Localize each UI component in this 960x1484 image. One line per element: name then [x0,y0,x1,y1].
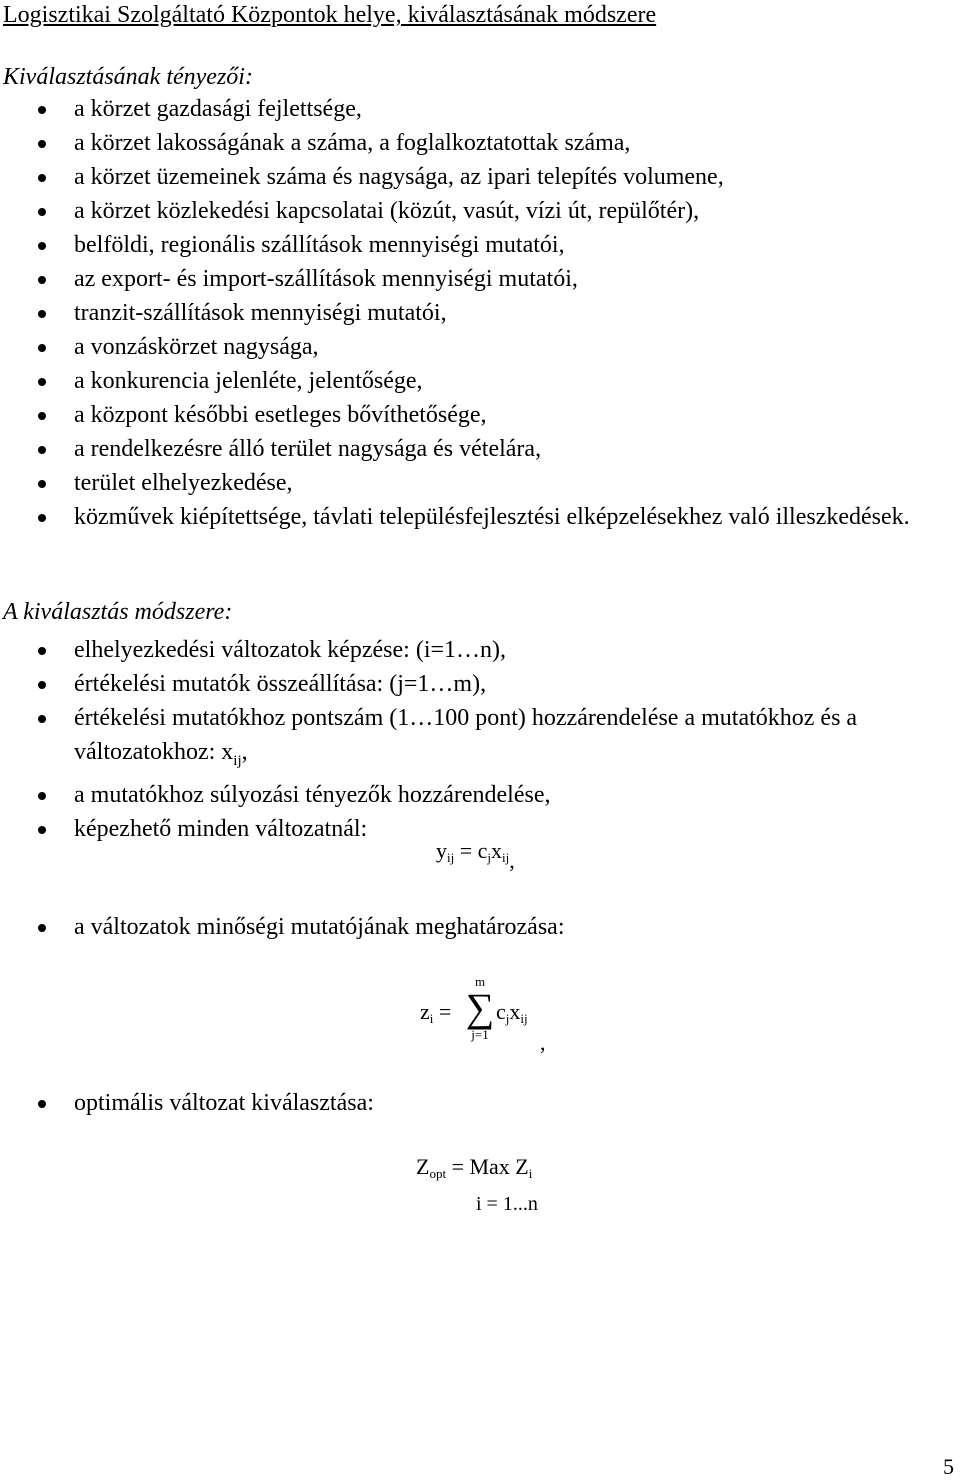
bullet-icon [38,412,46,420]
bullet-icon [38,378,46,386]
bullet-icon [38,208,46,216]
list-item: a körzet üzemeinek száma és nagysága, az ipari telepítés volumene, [0,160,960,194]
list-item: a körzet gazdasági fejlettsége, [0,92,960,126]
list-item: a rendelkezésre álló terület nagysága és vételára, [0,432,960,466]
list-item: terület elhelyezkedése, [0,466,960,500]
factors-list [0,92,960,534]
bullet-icon [38,106,46,114]
method-list-3 [0,1086,960,1120]
list-item: a körzet közlekedési kapcsolatai (közút, vasút, vízi út, repülőtér), [0,194,960,228]
formula-yij: $y_{ij} = c_jx_{ij}$, [436,838,515,873]
list-item: közművek kiépítettsége, távlati településfejlesztési elképzelésekhez való illeszkedések. [0,500,944,534]
list-item: a változatok minőségi mutatójának meghatározása: [0,910,960,944]
factors-heading: Kiválasztásának tényezői: [3,64,253,90]
bullet-icon [38,174,46,182]
method-list-2 [0,910,960,944]
list-item: a körzet lakosságának a száma, a foglalkoztatottak száma, [0,126,960,160]
list-item: értékelési mutatókhoz pontszám (1…100 pont) hozzárendelése a mutatókhoz és a változatokhoz: $x_{ij}$, [0,701,944,778]
bullet-icon [38,446,46,454]
list-item: elhelyezkedési változatok képzése: (i=1…n), [0,633,960,667]
list-item: belföldi, regionális szállítások mennyiségi mutatói, [0,228,960,262]
bullet-icon [38,344,46,352]
document-title: Logisztikai Szolgáltató Központok helye, kiválasztásának módszere [3,2,657,28]
bullet-icon [38,826,46,834]
bullet-icon [38,1100,46,1108]
bullet-icon [38,514,46,522]
list-item: értékelési mutatók összeállítása: (j=1…m), [0,667,960,701]
list-item: a vonzáskörzet nagysága, [0,330,960,364]
sigma-symbol: ∑ [465,985,495,1030]
list-item: a mutatókhoz súlyozási tényezők hozzárendelése, [0,778,960,812]
bullet-icon [38,715,46,723]
page-number: 5 [943,1454,954,1479]
list-item: optimális változat kiválasztása: [0,1086,960,1120]
document-page: Logisztikai Szolgáltató Központok helye, kiválasztásának módszere Kiválasztásának tényezői: a körzet gazdasági fejlettsége, a körzet lakosságának a száma, a foglalkoztatottak száma, a körzet üzemeinek száma és nagysága, az ipari telepítés volumene, a körzet közlekedési kapcsolatai (közút, vasút, vízi út, repülőtér), belföldi, regionális szállítások mennyiségi mutatói, az export- és import-szállítások mennyiségi mutatói, tranzit-szállítások mennyiségi mutatói, a vonzáskörzet nagysága, a konkurencia jelenléte, jelentősége, a központ későbbi esetleges bővíthetősége, a rendelkezésre álló terület nagysága és vételára, terület elhelyezkedése, közművek kiépítettsége, távlati településfejlesztési elképzelésekhez való illeszkedések. A kiválasztás módszere: elhelyezkedési változatok képzése: (i=1…n), értékelési mutatók összeállítása: (j=1…m), értékelési mutatókhoz pontszám (1…100 pont) hozzárendelése a mutatókhoz és a változatokhoz: $x_{ij}$, a mutatókhoz súlyozási tényezők hozzárendelése, képezhető minden változatnál: $y_{ij} = c_jx_{ij}$, a változatok minőségi mutatójának meghatározása: $z_i$ = m ∑ j=1 $c_jx_{ij}$ , optimális változat kiválasztása: $Z_{opt}$ = Max $Z_i$ i = 1...n 5 [0,0,960,1484]
bullet-icon [38,242,46,250]
bullet-icon [38,480,46,488]
list-item: tranzit-szállítások mennyiségi mutatói, [0,296,960,330]
bullet-icon [38,647,46,655]
bullet-icon [38,276,46,284]
list-item: az export- és import-szállítások mennyiségi mutatói, [0,262,960,296]
method-list [0,633,960,846]
list-item: a központ későbbi esetleges bővíthetősége, [0,398,960,432]
list-item: a konkurencia jelenléte, jelentősége, [0,364,960,398]
method-heading: A kiválasztás módszere: [3,599,233,625]
bullet-icon [38,924,46,932]
bullet-icon [38,310,46,318]
bullet-icon [38,140,46,148]
list-item: képezhető minden változatnál: [0,812,960,846]
bullet-icon [38,792,46,800]
bullet-icon [38,681,46,689]
